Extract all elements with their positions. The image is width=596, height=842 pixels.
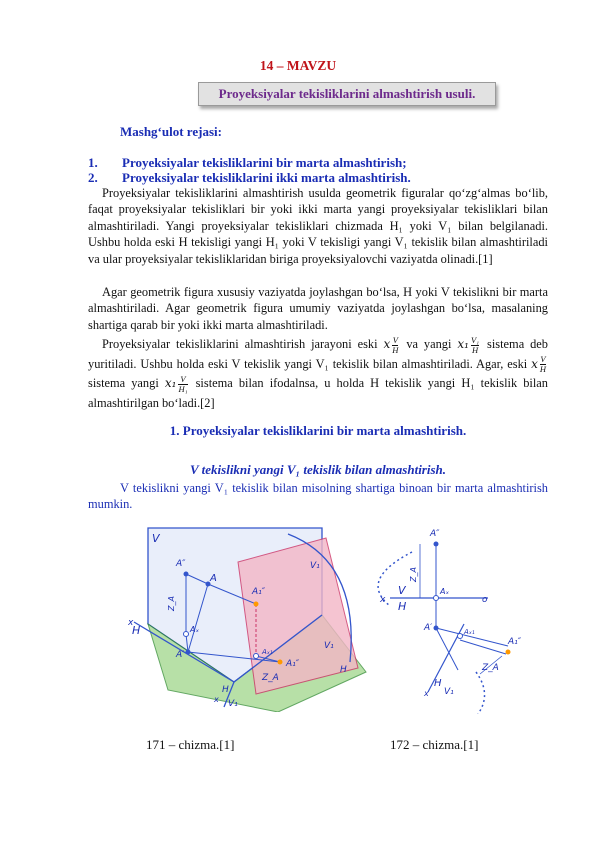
caption-172: 172 – chizma.[1] xyxy=(390,737,479,752)
point-A2 xyxy=(434,542,439,547)
figure-171-drawing xyxy=(128,522,392,712)
plan-item-1 xyxy=(88,155,407,171)
label-A1: A′ xyxy=(424,623,433,633)
label-V1c: V₁ xyxy=(228,699,238,709)
label-Ax: Aₓ xyxy=(190,625,200,634)
section-heading: 1. Proyeksiyalar tekisliklarini bir marta almashtirish. xyxy=(169,423,467,438)
plan-item-text: Proyeksiyalar tekisliklarini bir marta almashtirish; xyxy=(122,155,407,170)
plan-label: Mashg‘ulot rejasi: xyxy=(120,124,222,139)
lesson-title: Proyeksiyalar tekisliklarini almashtirish usuli. xyxy=(198,82,496,106)
label-V: V xyxy=(398,584,406,597)
point-A1 xyxy=(434,626,439,631)
paragraph-3: Proyeksiyalar tekisliklarini almashtirish jarayoni eski x $\frac{V}{H}$ va yangi x₁ $\frac{\text{V₁}}{H}$ sistema deb yuritiladi. Ushbu holda eski V tekislik yangi V₁ tekislik bilan almashtiriladi. Agar, eski x $\frac{V}{H}$ sistema yangi x₁ $\frac{V}{\text{H₁}}$ sistema bilan ifodalnsa, u holda H tekislik yangi H₁ tekislik bilan almashtirilgan bo‘ladi.[2] xyxy=(88,334,548,410)
label-ZA: Z_A xyxy=(409,567,418,582)
point-A1 xyxy=(186,650,191,655)
label-xH: x xyxy=(424,689,429,698)
point-A14 xyxy=(254,602,259,607)
label-Ax: Aₓ xyxy=(440,587,450,596)
paragraph-1: Proyeksiyalar tekisliklarini almashtirish usulda geometrik figuralar qo‘zg‘almas bo‘lib, faqat proyeksiyalar tekisliklari bir yoki ikki marta yangi proyeksiyalar tekisliklari bilan almashtiriladi. Yangi proyeksiyalar tekisliklari chizmada H₁ yoki V₁ bilan belgilanadi. Ushbu holda eski H tekisligi yangi H₁ yoki V tekisligi yangi V₁ tekislik bilan almashtiriladi va ular proyeksiyalar tekisliklaridan biriga proyeksiyalovchi vaziyatda olinadi.[1] xyxy=(88,186,548,266)
label-A1: A′ xyxy=(176,650,185,660)
label-xb: x xyxy=(214,695,219,704)
label-V1: V₁ xyxy=(444,687,454,697)
label-A14b: A₁″ xyxy=(286,659,300,669)
formula-fraction-V1H: $\frac{\text{V₁}}{H}$ xyxy=(470,334,480,355)
label-Hc: H xyxy=(222,685,229,695)
formula-fraction-VH1: $\frac{V}{\text{H₁}}$ xyxy=(178,373,188,394)
section-subheading: V tekislikni yangi V₁ tekislik bilan almashtirish. xyxy=(189,462,447,477)
label-ZA2: Z_A xyxy=(482,663,499,673)
topic-heading: 14 – MAVZU xyxy=(259,58,337,73)
label-x: x xyxy=(128,618,134,628)
label-V: V xyxy=(152,532,160,545)
figure-172-drawing xyxy=(368,524,538,714)
point-Ax xyxy=(434,596,439,601)
point-Ax1 xyxy=(458,634,463,639)
formula-fraction-VH-2: $\frac{V}{H}$ xyxy=(539,354,546,375)
label-ZA: Z_A xyxy=(167,596,176,611)
point-A14 xyxy=(506,650,511,655)
caption-171: 171 – chizma.[1] xyxy=(146,737,235,752)
label-A2: A″ xyxy=(176,559,186,569)
formula-fraction-VH: $\frac{V}{H}$ xyxy=(392,334,399,355)
label-V1: V₁ xyxy=(310,561,320,571)
point-A14b xyxy=(278,660,283,665)
point-A2 xyxy=(184,572,189,577)
label-Ax1: Aₓ₁ xyxy=(262,648,273,656)
plan-item-number: 2. xyxy=(88,170,98,185)
plan-item-number: 1. xyxy=(88,155,98,170)
paragraph-2: Agar geometrik figura xususiy vaziyatda joylashgan bo‘lsa, H yoki V tekislikni bir marta almashtiriladi. Agar geometrik figura umumiy vaziyatda joylashgan bo‘lsa, masalaning shartiga qarab bir yoki ikki marta almashtiriladi. xyxy=(88,285,548,332)
plan-item-2 xyxy=(88,170,411,186)
plan-item-text: Proyeksiyalar tekisliklarini ikki marta almashtirish. xyxy=(122,170,411,185)
section-text: V tekislikni yangi V₁ tekislik bilan misolning shartiga binoan bir marta almashtirish mumkin. xyxy=(88,481,548,512)
label-x: x xyxy=(380,595,386,605)
point-Ax xyxy=(184,632,189,637)
label-A14: A₁″ xyxy=(252,587,266,597)
label-A2: A″ xyxy=(430,529,440,539)
label-o: o xyxy=(482,595,488,605)
label-V1b: V₁ xyxy=(324,641,334,651)
label-A: A xyxy=(210,573,217,584)
label-H: H xyxy=(132,624,141,637)
point-Ax1 xyxy=(254,654,259,659)
label-ZA2: Z_A xyxy=(262,673,279,683)
label-H1b: H xyxy=(340,665,347,675)
label-H: H xyxy=(398,600,407,613)
label-A14: A₁″ xyxy=(508,637,522,647)
label-HV: H xyxy=(434,678,442,689)
label-Ax1: Aₓ₁ xyxy=(464,628,475,636)
